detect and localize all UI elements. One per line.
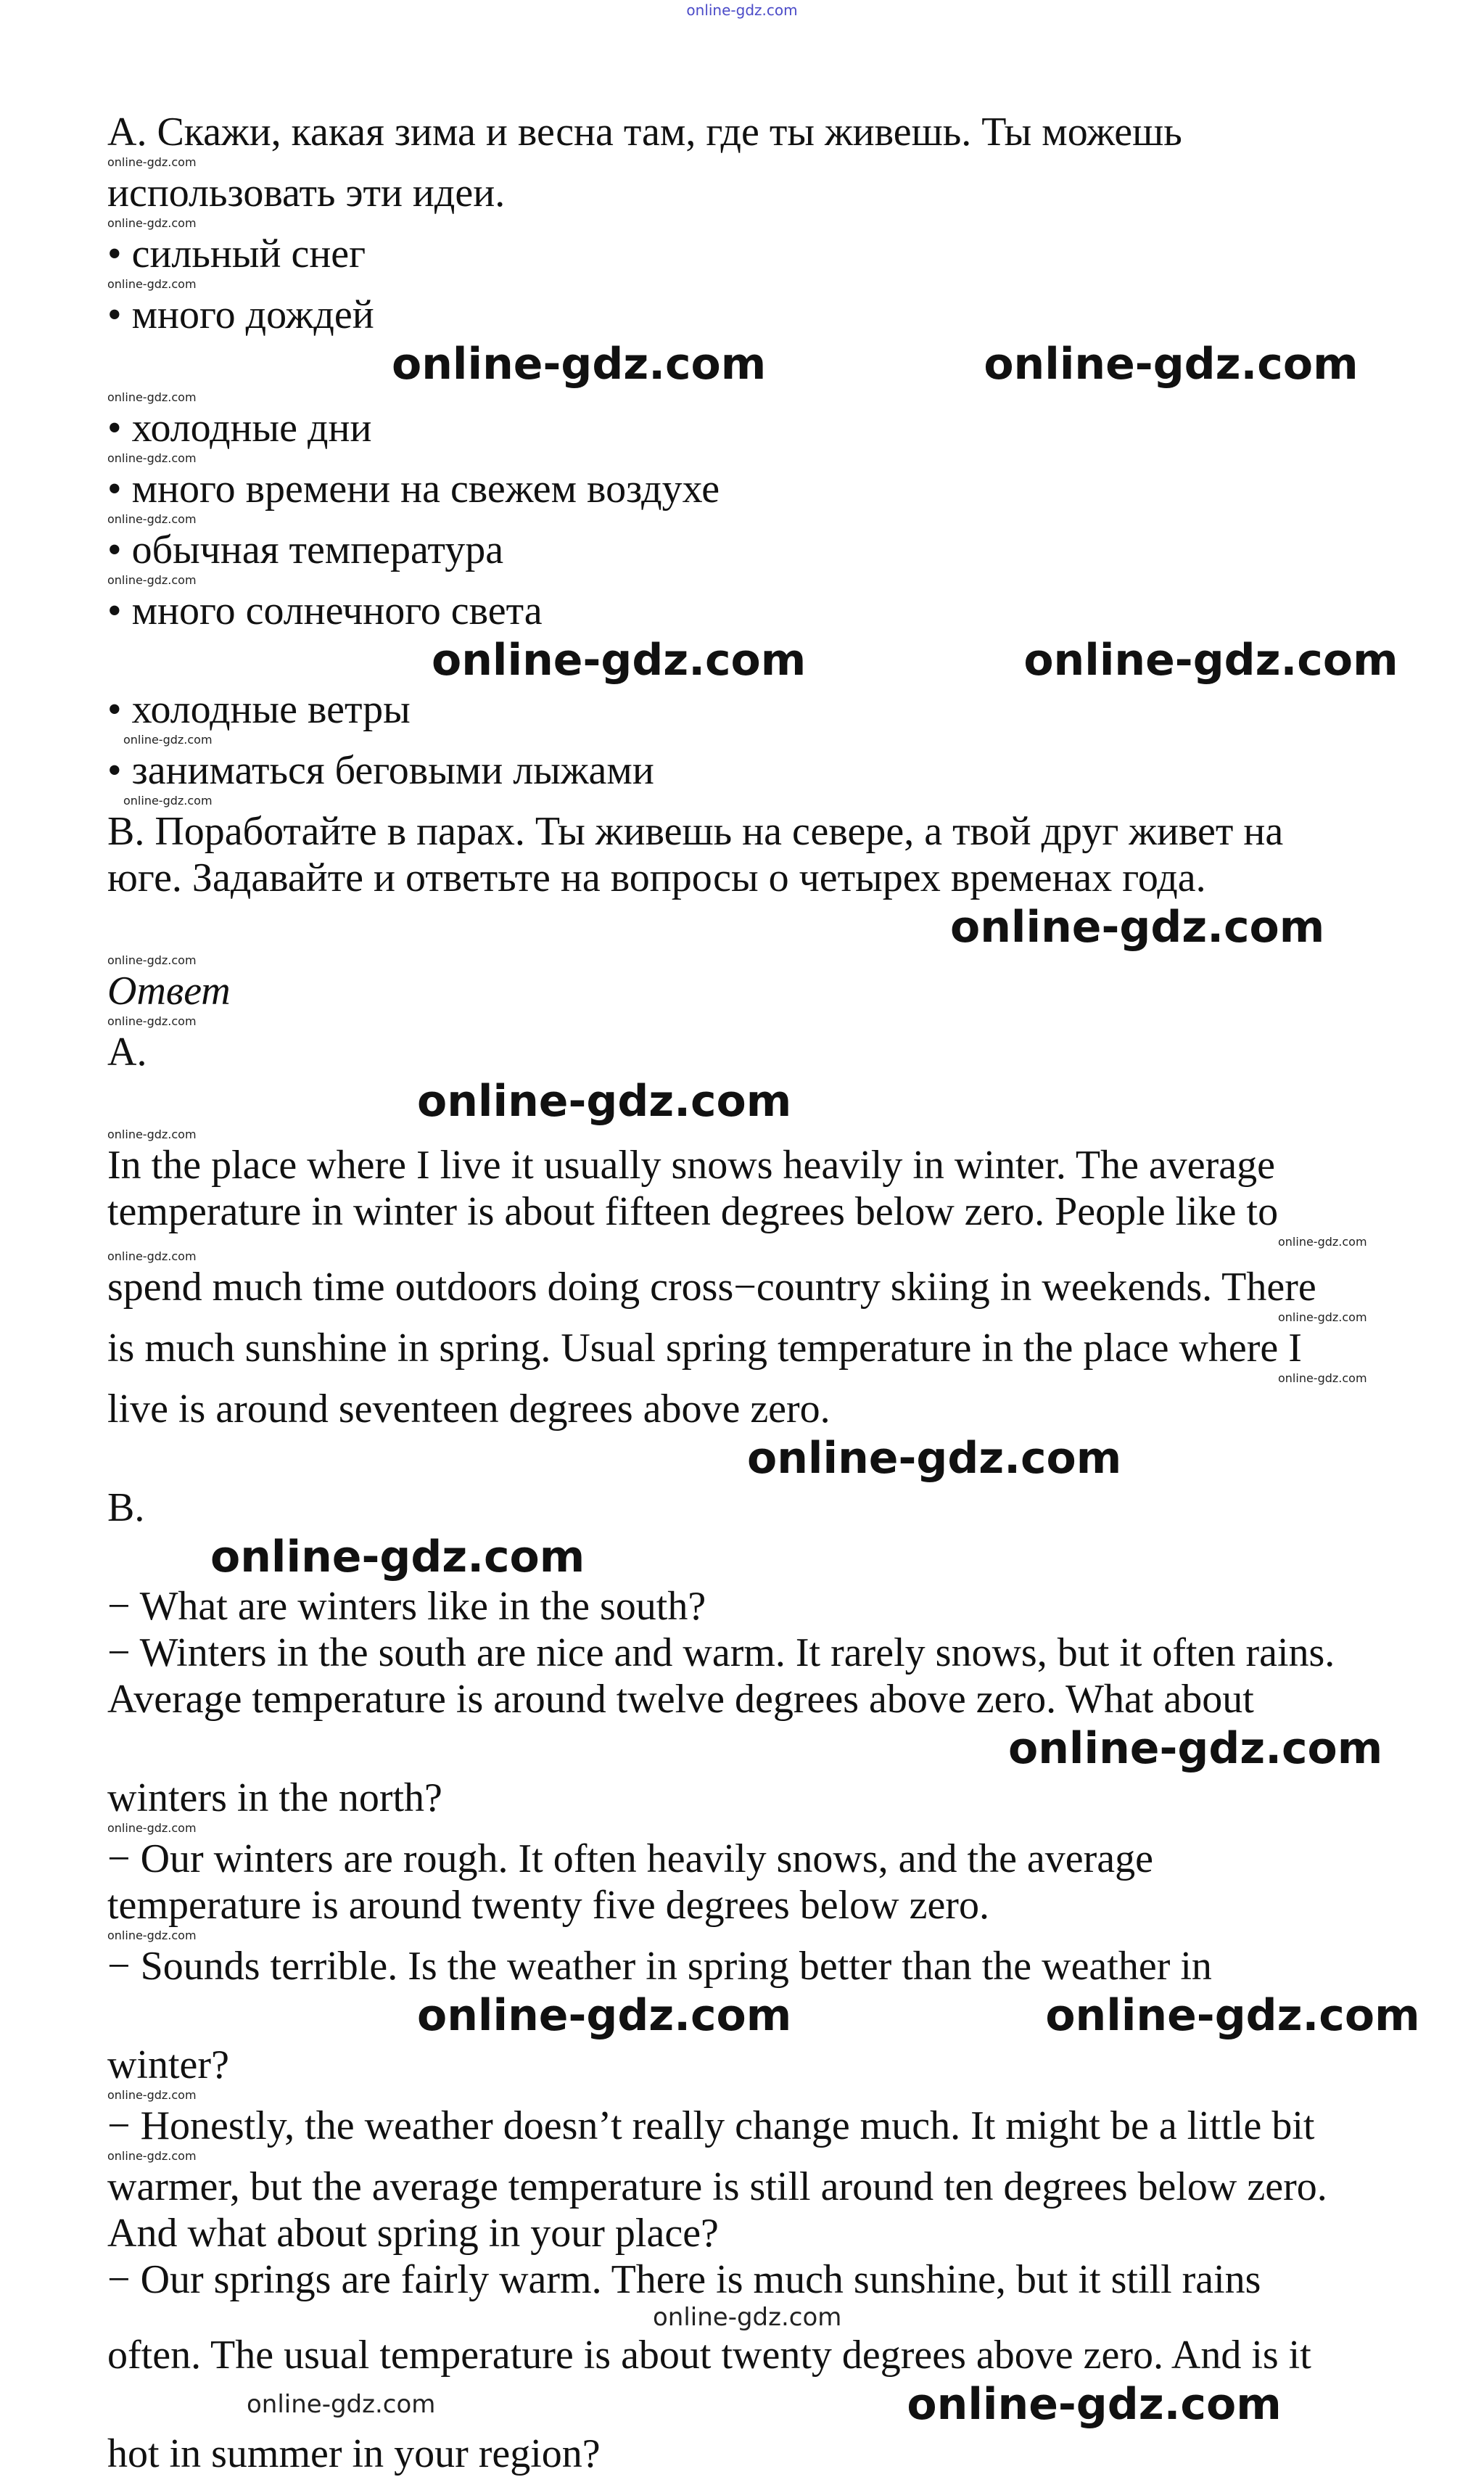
watermark-small: online-gdz.com [107,1127,197,1141]
answer-a-line: live is around seventeen degrees above zero. [107,1387,830,1431]
dialogue-line: winter? [107,2042,229,2087]
watermark-small: online-gdz.com [123,733,213,747]
dialogue-line: − Sounds terrible. Is the weather in spring better than the weather in [107,1944,1212,1989]
watermark-small: online-gdz.com [107,1249,197,1263]
watermark: online-gdz.com [1023,635,1398,686]
idea-item: • обычная температура [107,527,504,572]
answer-a-line: is much sunshine in spring. Usual spring temperature in the place where I [107,1326,1302,1371]
watermark-small: online-gdz.com [1278,1371,1367,1385]
watermark-small: online-gdz.com [107,390,197,404]
dialogue-line: − Our winters are rough. It often heavily snows, and the average [107,1836,1153,1881]
watermark-small: online-gdz.com [107,1928,197,1942]
watermark-small: online-gdz.com [107,451,197,465]
dialogue-line: − Honestly, the weather doesn’t really change much. It might be a little bit [107,2103,1315,2148]
idea-item: • много времени на свежем воздухе [107,467,720,512]
dialogue-line: Average temperature is around twelve degrees above zero. What about [107,1677,1254,1722]
answer-heading: Ответ [107,969,231,1014]
idea-item: • холодные ветры [107,687,411,732]
watermark: online-gdz.com [432,635,807,686]
dialogue-line: And what about spring in your place? [107,2211,719,2256]
answer-b-label: B. [107,1485,145,1530]
watermark-small: online-gdz.com [107,512,197,526]
answer-a-line: temperature in winter is about fifteen degrees below zero. People like to [107,1189,1279,1234]
dialogue-line: temperature is around twenty five degrees below zero. [107,1883,989,1928]
idea-item: • заниматься беговыми лыжами [107,748,654,793]
top-watermark: online-gdz.com [686,1,798,19]
watermark: online-gdz.com [950,902,1325,953]
dialogue-line: hot in summer in your region? [107,2431,601,2476]
watermark: online-gdz.com [907,2379,1282,2430]
watermark-small: online-gdz.com [107,277,197,291]
watermark: online-gdz.com [417,1990,792,2041]
watermark: online-gdz.com [1045,1990,1420,2041]
idea-item: • сильный снег [107,231,366,276]
watermark-small: online-gdz.com [107,2088,197,2102]
idea-item: • много дождей [107,292,374,337]
watermark-small: online-gdz.com [107,2149,197,2163]
watermark-small: online-gdz.com [107,1821,197,1835]
watermark: online-gdz.com [392,339,767,390]
watermark-small: online-gdz.com [653,2303,842,2332]
watermark-small: online-gdz.com [123,794,213,808]
dialogue-line: − Our springs are fairly warm. There is much sunshine, but it still rains [107,2257,1261,2302]
watermark-small: online-gdz.com [107,216,197,230]
task-a-line: использовать эти идеи. [107,171,506,215]
watermark-small: online-gdz.com [1278,1235,1367,1249]
dialogue-line: warmer, but the average temperature is still around ten degrees below zero. [107,2164,1327,2209]
dialogue-line: often. The usual temperature is about twenty degrees above zero. And is it [107,2333,1311,2378]
answer-a-line: In the place where I live it usually snows heavily in winter. The average [107,1143,1275,1188]
dialogue-line: winters in the north? [107,1775,442,1820]
watermark-small: online-gdz.com [107,155,197,169]
dialogue-line: − Winters in the south are nice and warm. It rarely snows, but it often rains. [107,1630,1335,1675]
watermark: online-gdz.com [1008,1723,1383,1774]
answer-a-line: spend much time outdoors doing cross−country skiing in weekends. There [107,1265,1316,1310]
document-body [107,109,1449,2477]
watermark-small: online-gdz.com [107,953,197,967]
task-b-line: юге. Задавайте и ответьте на вопросы о четырех временах года. [107,855,1206,900]
watermark: online-gdz.com [210,1532,585,1582]
dialogue-line: − What are winters like in the south? [107,1584,706,1629]
watermark: online-gdz.com [417,1076,792,1127]
watermark: online-gdz.com [747,1433,1122,1484]
task-b-line: B. Поработайте в парах. Ты живешь на севере, а твой друг живет на [107,809,1284,854]
answer-a-label: A. [107,1030,147,1075]
watermark-small: online-gdz.com [1278,1310,1367,1324]
idea-item: • много солнечного света [107,588,543,633]
watermark-small: online-gdz.com [107,1014,197,1028]
watermark-small: online-gdz.com [247,2390,436,2419]
watermark-small: online-gdz.com [107,573,197,587]
task-a-line: A. Скажи, какая зима и весна там, где ты живешь. Ты можешь [107,110,1182,155]
idea-item: • холодные дни [107,406,372,451]
watermark: online-gdz.com [984,339,1359,390]
